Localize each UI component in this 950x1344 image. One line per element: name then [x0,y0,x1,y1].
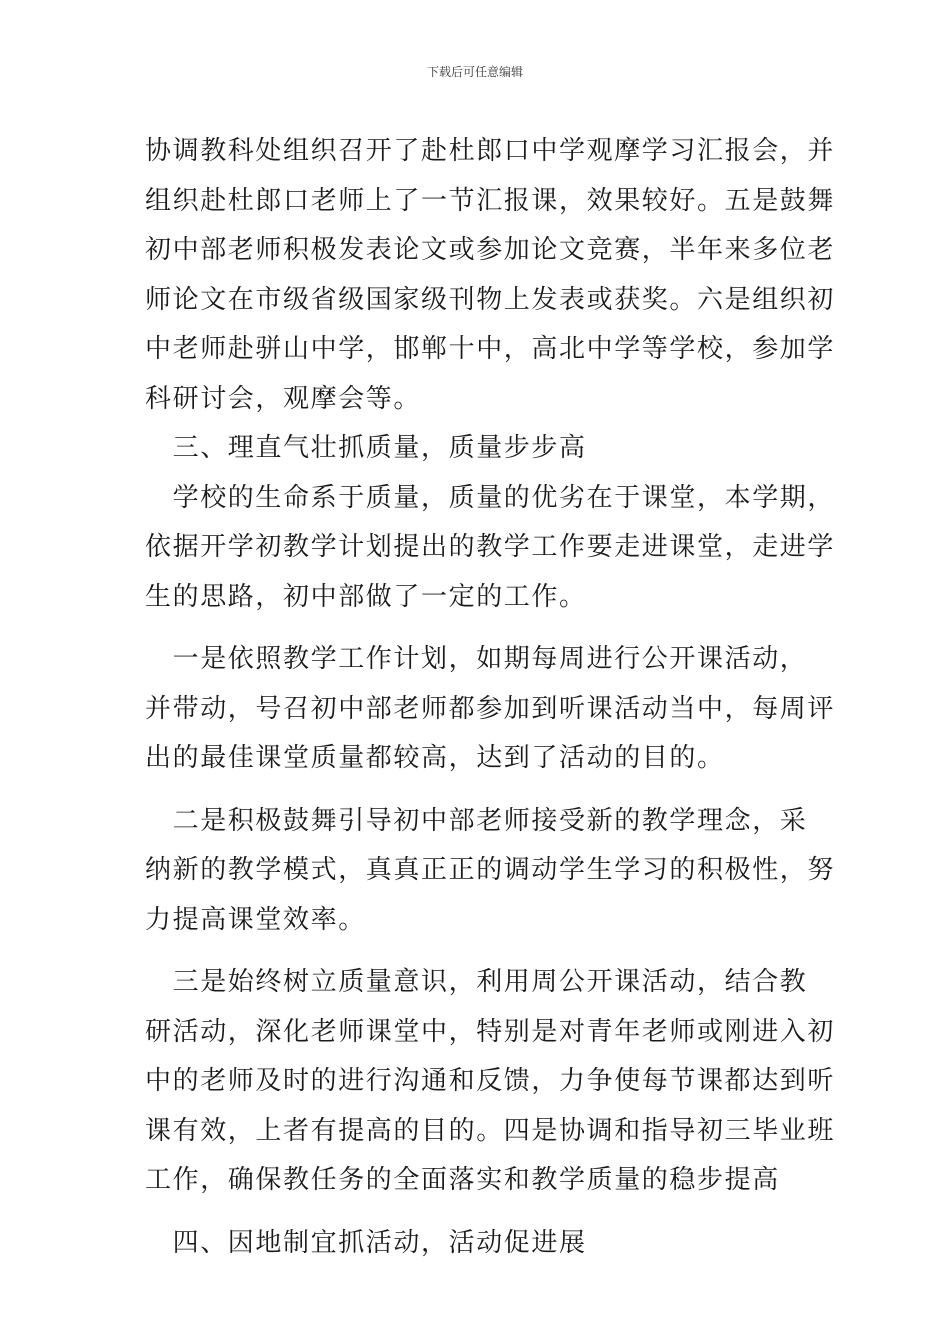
text-line: 中老师赴骈山中学，邯郸十中，高北中学等学校，参加学 [145,334,836,364]
text-line: 组织赴杜郎口老师上了一节汇报课，效果较好。五是鼓舞 [145,185,836,216]
paragraph [145,474,835,623]
text-line: 二是积极鼓舞引导初中部老师接受新的教学理念，采 [145,805,808,836]
text-line: 三、理直气壮抓质量，质量步步高 [145,433,587,463]
paragraph-gap [145,622,835,635]
text-line: 协调教科处组织召开了赴杜郎口中学观摩学习汇报会，并 [145,136,836,166]
paragraph-gap [145,1206,835,1219]
text-line: 学校的生命系于质量，质量的优劣在于课堂，本学期， [145,482,836,513]
text-line: 初中部老师积极发表论文或参加论文竞赛，半年来多位老 [145,235,836,265]
text-line: 工作，确保教任务的全面落实和教学质量的稳步提高 [145,1165,780,1195]
paragraph-gap [145,945,835,958]
page-header: 下载后可任意编辑 [426,65,523,79]
section-heading [145,424,835,474]
text-line: 并带动，号召初中部老师都参加到听课活动当中，每周评 [145,693,836,724]
document-body [145,127,835,1268]
paragraph-gap [145,784,835,797]
section-heading [145,1219,835,1269]
text-line: 师论文在市级省级国家级刊物上发表或获奖。六是组织初 [145,284,836,315]
text-line: 三是始终树立质量意识，利用周公开课活动，结合教 [145,967,808,997]
paragraph [145,797,835,946]
text-line: 一是依照教学工作计划，如期每周进行公开课活动， [145,644,808,674]
text-line: 依据开学初教学计划提出的教学工作要走进课堂，走进学 [145,532,836,562]
paragraph [145,127,835,424]
paragraph [145,958,835,1206]
text-line: 出的最佳课堂质量都较高，达到了活动的目的。 [145,743,725,773]
text-line: 中的老师及时的进行沟通和反馈，力争使每节课都达到听 [145,1066,836,1096]
text-line: 生的思路，初中部做了一定的工作。 [145,581,587,612]
text-line: 科研讨会，观摩会等。 [145,383,422,414]
text-line: 研活动，深化老师课堂中，特别是对青年老师或刚进入初 [145,1016,836,1047]
text-line: 力提高课堂效率。 [145,904,366,935]
text-line: 四、因地制宜抓活动，活动促进展 [145,1227,587,1258]
text-line: 课有效，上者有提高的目的。四是协调和指导初三毕业班 [145,1115,836,1146]
paragraph [145,635,835,784]
text-line: 纳新的教学模式，真真正正的调动学生学习的积极性，努 [145,855,836,885]
